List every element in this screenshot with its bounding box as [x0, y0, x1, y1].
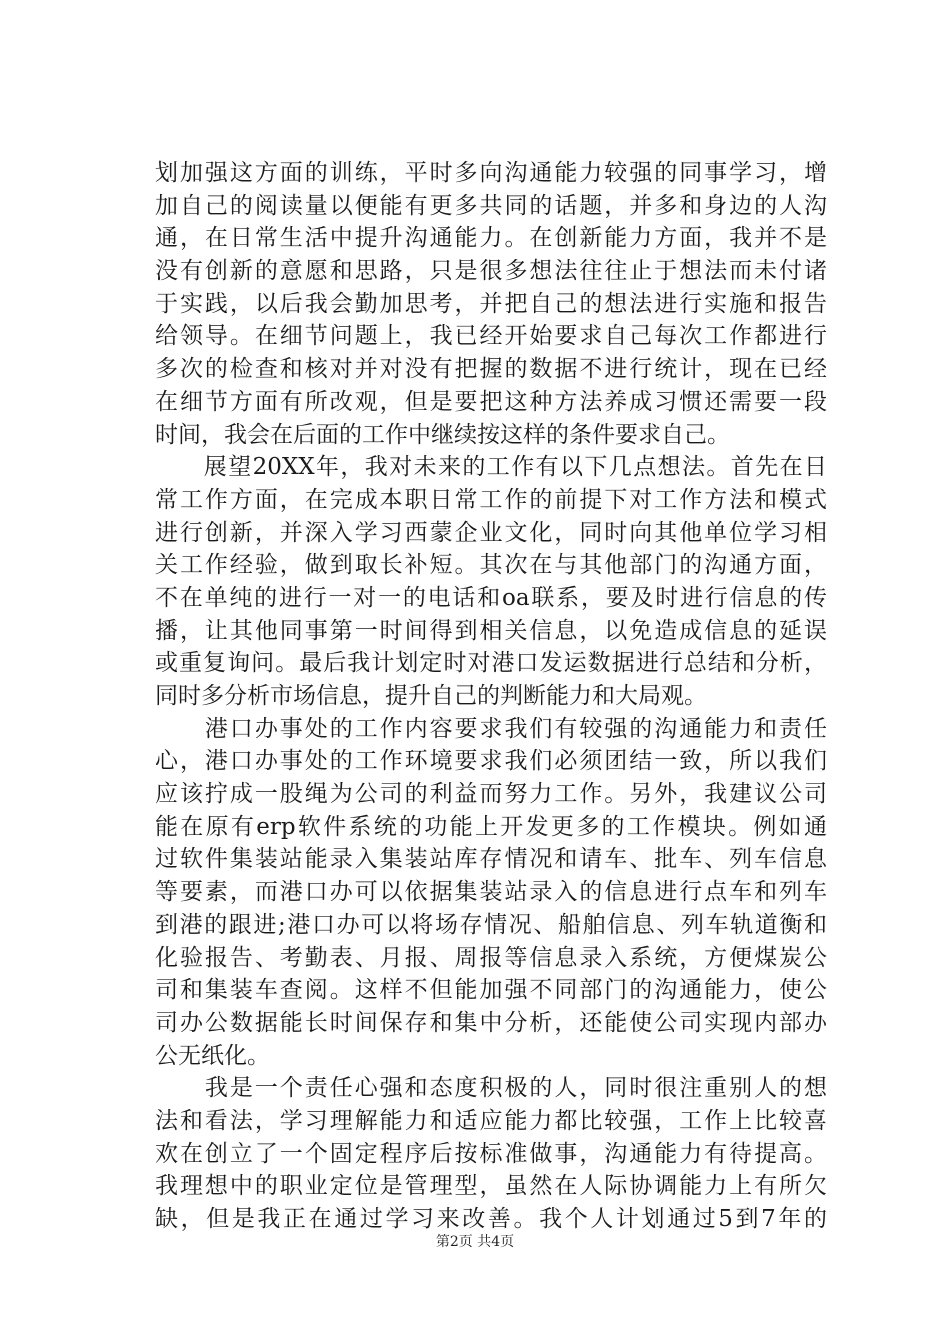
text-line: 关工作经验，做到取长补短。其次在与其他部门的沟通方面， — [155, 552, 827, 579]
text-line: 常工作方面，在完成本职日常工作的前提下对工作方法和模式 — [155, 486, 827, 513]
text-line: 播，让其他同事第一时间得到相关信息，以免造成信息的延误 — [155, 617, 827, 644]
text-line: 没有创新的意愿和思路，只是很多想法往往止于想法而未付诸 — [155, 258, 827, 285]
text-line: 于实践，以后我会勤加思考，并把自己的想法进行实施和报告 — [155, 290, 827, 317]
page-number-label: 第2页 共4页 — [435, 1234, 515, 1250]
text-line: 进行创新，并深入学习西蒙企业文化，同时向其他单位学习相 — [155, 519, 827, 546]
text-line: 时间，我会在后面的工作中继续按这样的条件要求自己。 — [155, 421, 730, 448]
text-line: 同时多分析市场信息，提升自己的判断能力和大局观。 — [155, 683, 707, 709]
text-line: 化验报告、考勤表、月报、周报等信息录入系统，方便煤炭公 — [155, 944, 827, 971]
text-line: 司办公数据能长时间保存和集中分析，还能使公司实现内部办 — [155, 1009, 827, 1036]
text-line: 过软件集装站能录入集装站库存情况和请车、批车、列车信息 — [155, 846, 827, 873]
text-line: 司和集装车查阅。这样不但能加强不同部门的沟通能力，使公 — [155, 977, 827, 1004]
text-line: 欢在创立了一个固定程序后按标准做事，沟通能力有待提高。 — [155, 1140, 827, 1167]
text-line: 港口办事处的工作内容要求我们有较强的沟通能力和责任 — [155, 715, 827, 742]
text-line: 能在原有erp软件系统的功能上开发更多的工作模块。例如通 — [155, 813, 827, 840]
text-line: 应该拧成一股绳为公司的利益而努力工作。另外，我建议公司 — [155, 781, 827, 808]
document-body — [155, 157, 827, 1236]
text-line: 法和看法，学习理解能力和适应能力都比较强，工作上比较喜 — [155, 1107, 827, 1134]
page-footer — [0, 1232, 950, 1252]
text-line: 缺，但是我正在通过学习来改善。我个人计划通过5到7年的 — [155, 1206, 827, 1232]
text-line: 等要素，而港口办可以依据集装站录入的信息进行点车和列车 — [155, 879, 827, 906]
text-line: 到港的跟进;港口办可以将场存情况、船舶信息、列车轨道衡和 — [155, 911, 827, 938]
text-line: 心，港口办事处的工作环境要求我们必须团结一致，所以我们 — [155, 748, 827, 775]
text-line: 不在单纯的进行一对一的电话和oa联系，要及时进行信息的传 — [155, 584, 827, 611]
text-line: 划加强这方面的训练，平时多向沟通能力较强的同事学习，增 — [155, 160, 827, 186]
text-line: 公无纸化。 — [155, 1042, 270, 1069]
text-line: 我理想中的职业定位是管理型，虽然在人际协调能力上有所欠 — [155, 1173, 827, 1200]
text-line: 多次的检查和核对并对没有把握的数据不进行统计，现在已经 — [155, 356, 827, 383]
text-line: 给领导。在细节问题上，我已经开始要求自己每次工作都进行 — [155, 323, 827, 350]
text-line: 在细节方面有所改观，但是要把这种方法养成习惯还需要一段 — [155, 388, 827, 415]
text-line: 展望20XX年，我对未来的工作有以下几点想法。首先在日 — [155, 454, 827, 481]
text-line: 或重复询问。最后我计划定时对港口发运数据进行总结和分析， — [155, 650, 827, 677]
text-line: 我是一个责任心强和态度积极的人，同时很注重别人的想 — [155, 1075, 827, 1102]
text-line: 加自己的阅读量以便能有更多共同的话题，并多和身边的人沟 — [155, 192, 827, 219]
text-line: 通，在日常生活中提升沟通能力。在创新能力方面，我并不是 — [155, 225, 827, 252]
